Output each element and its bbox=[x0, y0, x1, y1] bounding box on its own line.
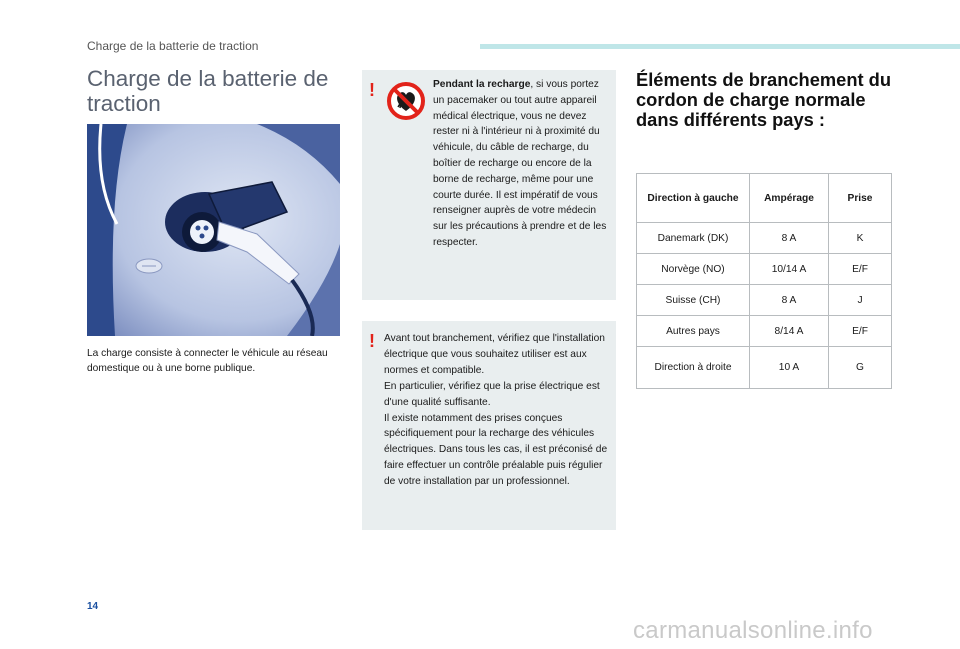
section-heading: Éléments de branchement du cordon de charge normale dans différents pays : bbox=[636, 69, 891, 130]
page-title: Charge de la batterie de traction bbox=[87, 66, 329, 116]
column-header: Direction à gauche bbox=[637, 174, 750, 223]
table-cell: Autres pays bbox=[637, 316, 750, 347]
table-cell: Direction à droite bbox=[637, 347, 750, 389]
pacemaker-warning-box bbox=[362, 70, 616, 300]
table-cell: 8 A bbox=[750, 223, 829, 254]
table-cell: Suisse (CH) bbox=[637, 285, 750, 316]
warning-lead: Pendant la recharge bbox=[433, 79, 531, 90]
table-row bbox=[637, 347, 892, 389]
charging-port-illustration bbox=[87, 124, 340, 336]
table-header-row bbox=[637, 174, 892, 223]
warning-paragraph: Avant tout branchement, vérifiez que l'installation électrique que vous souhaitez utiliser est aux normes et compatible. bbox=[384, 333, 605, 376]
warning-mark: ! bbox=[369, 80, 375, 100]
table-cell: 8/14 A bbox=[750, 316, 829, 347]
header-accent-bar bbox=[480, 44, 960, 49]
table-cell: E/F bbox=[829, 316, 892, 347]
pacemaker-warning-text bbox=[433, 77, 611, 251]
table-cell: E/F bbox=[829, 254, 892, 285]
table-cell: J bbox=[829, 285, 892, 316]
warning-paragraph: Il existe notamment des prises conçues spécifiquement pour la recharge des véhicules électriques. Dans tous les cas, il est préconisé de faire effectuer un contrôle préalable puis régulier de votre installation par un professionnel. bbox=[384, 412, 608, 488]
table-cell: 10/14 A bbox=[750, 254, 829, 285]
table-cell: 10 A bbox=[750, 347, 829, 389]
warning-body: , si vous portez un pacemaker ou tout autre appareil médical électrique, vous ne devez rester ni à l'intérieur ni à proximité du véhicule, du câble de recharge, du boîtier de recharge ou encore de la borne de recharge, même pour une courte durée. Il est impératif de vous renseigner auprès de votre médecin sur les précautions à prendre et de les respecter. bbox=[433, 79, 607, 248]
table-row bbox=[637, 316, 892, 347]
watermark: carmanualsonline.info bbox=[633, 617, 873, 644]
country-plug-table bbox=[636, 173, 892, 389]
warning-paragraph: En particulier, vérifiez que la prise électrique est d'une qualité suffisante. bbox=[384, 380, 600, 408]
table-row bbox=[637, 254, 892, 285]
warning-mark: ! bbox=[369, 331, 375, 351]
installation-warning-box bbox=[362, 321, 616, 530]
running-header: Charge de la batterie de traction bbox=[87, 39, 259, 53]
table-cell: G bbox=[829, 347, 892, 389]
installation-warning-text bbox=[384, 331, 612, 490]
page-number: 14 bbox=[87, 601, 99, 612]
table-cell: 8 A bbox=[750, 285, 829, 316]
charging-port-image bbox=[87, 124, 340, 336]
table-row bbox=[637, 285, 892, 316]
no-pacemaker-icon bbox=[386, 81, 426, 121]
table-cell: Norvège (NO) bbox=[637, 254, 750, 285]
column-header: Prise bbox=[829, 174, 892, 223]
column-header: Ampérage bbox=[750, 174, 829, 223]
table-cell: K bbox=[829, 223, 892, 254]
table-cell: Danemark (DK) bbox=[637, 223, 750, 254]
photo-caption: La charge consiste à connecter le véhicule au réseau domestique ou à une borne publique. bbox=[87, 348, 328, 374]
table-row bbox=[637, 223, 892, 254]
